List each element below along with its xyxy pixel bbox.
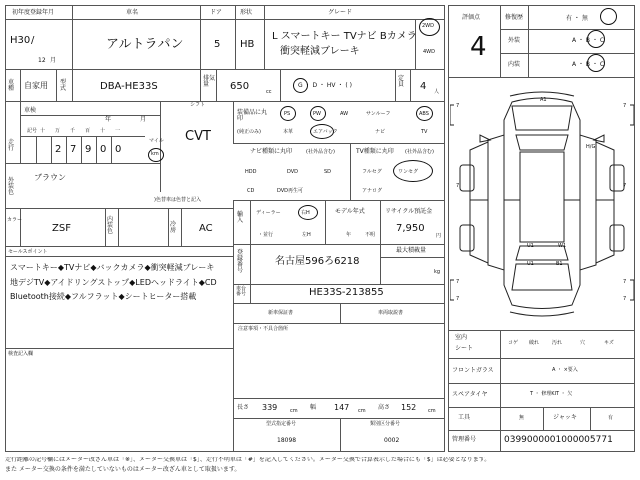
- diag-side-4: 7: [623, 183, 627, 189]
- navi-cd: CD: [247, 188, 255, 194]
- sales-line-3: Bluetooth接続◆フルフラット◆シートヒーター搭載: [10, 292, 197, 301]
- new-warranty-label: 新車保証書: [268, 310, 294, 316]
- shape-value: HB: [240, 39, 255, 50]
- capacity-value: 4: [420, 81, 427, 92]
- import-left: 左H: [302, 232, 311, 238]
- color-code-value: ZSF: [52, 223, 71, 234]
- seat-stain: 汚れ: [552, 340, 563, 346]
- import-parallel: ・並行: [258, 232, 274, 238]
- inspector-label: 検査記入欄: [8, 351, 34, 357]
- diag-side-6: 7: [623, 279, 627, 285]
- length-value: 339: [262, 403, 278, 412]
- interior-grade-options: A ・ B ・ C: [572, 61, 605, 68]
- displacement-label: 排気量: [203, 75, 216, 88]
- ac-label: 冷房: [170, 221, 177, 234]
- km-label: km: [151, 151, 159, 157]
- model-label: 型式: [60, 79, 67, 92]
- tv-fullseg: フルセグ: [362, 169, 382, 175]
- exterior-grade-label: 外装: [508, 37, 521, 44]
- shift-value: CVT: [185, 129, 211, 144]
- equip-leather: 本革: [283, 129, 294, 135]
- recycle-value: 7,950: [396, 223, 425, 234]
- seat-label-1: 室内: [455, 334, 468, 341]
- mileage-place-label: 十: [40, 128, 46, 134]
- equip-sunroof: サンルーフ: [366, 111, 391, 117]
- score-label: 評価点: [462, 14, 481, 21]
- first-reg-label: 初年度登録年月: [12, 9, 55, 16]
- shift-label: シフト: [190, 102, 206, 108]
- mileage-digit: 2: [55, 144, 62, 155]
- grade-label: グレード: [328, 9, 353, 16]
- diag-mark-w1: W1: [558, 243, 567, 249]
- length-unit: cm: [290, 408, 298, 414]
- car-name: アルトラパン: [106, 37, 184, 52]
- tools-value: 無: [519, 415, 525, 421]
- equipment-sub-label: (純正のみ): [237, 129, 261, 135]
- exterior-color-value: ブラウン: [34, 173, 66, 182]
- interior-b-circle: [587, 54, 605, 72]
- height-unit: cm: [428, 408, 436, 414]
- mileage-digit: 0: [100, 144, 107, 155]
- load-label: 最大積載量: [396, 247, 427, 254]
- tv-types-note: (社外品含む): [405, 149, 434, 155]
- mileage-digit: 9: [85, 144, 92, 155]
- mileage-place-label: 十: [100, 128, 106, 134]
- form-frame: [5, 5, 445, 452]
- grade-line-2: 衝突軽減ブレーキ: [280, 46, 360, 57]
- import-dealer: ディーラー: [256, 210, 281, 216]
- mileage-label: 走行: [8, 139, 15, 152]
- mileage-digit: 7: [70, 144, 77, 155]
- tools-label: 工具: [458, 414, 471, 421]
- diag-side-8: 7: [623, 296, 627, 302]
- exterior-color-label: 外装色: [8, 177, 15, 196]
- repair-label: 修復歴: [505, 14, 524, 21]
- mile-label: マイル: [149, 138, 164, 144]
- footer-line-1: 走行距離の記号欄にはメーター改ざん車は「※」、メーター交換車は「$」、走行不明車は「#」を記入してください。メーター交換で合算表示した場合にも「$」は必要となります。: [5, 457, 491, 463]
- four-wd: 4WD: [423, 49, 435, 55]
- diag-side-1: 7: [456, 103, 460, 109]
- displacement-value: 650: [230, 81, 250, 92]
- management-label: 管理番号: [452, 436, 477, 443]
- exterior-color-note: )色替車は色替と記入: [154, 197, 201, 203]
- doors-label: ドア: [210, 9, 222, 16]
- first-reg-month: 12: [38, 57, 46, 64]
- spare-tire-value: T ・ 修理KIT ・ 欠: [530, 391, 573, 397]
- fuel-options: G ・ D ・ HV ・ ( ): [298, 82, 352, 89]
- diag-side-5: 7: [456, 279, 460, 285]
- diag-mark-hg: H/G: [586, 144, 596, 150]
- manual-label: 車両取説書: [378, 310, 404, 316]
- model-year-unit: 年: [346, 232, 352, 238]
- navi-types-label: ナビ種類に丸印: [250, 148, 293, 155]
- equip-airbag: エアバック: [313, 129, 338, 135]
- navi-hdd: HDD: [245, 169, 257, 175]
- model-year-label: モデル年式: [335, 208, 365, 215]
- color-code-label: カラー: [7, 217, 23, 223]
- car-name-label: 車名: [126, 9, 139, 16]
- reg-number-label: 登録番号: [237, 249, 244, 274]
- chassis-label: 車台番号: [236, 286, 247, 297]
- type-designation-value: 18098: [277, 437, 297, 444]
- plate-label: 車種: [8, 79, 15, 92]
- navi-types-note: (社外品含む): [306, 149, 335, 155]
- sales-point-label: セールスポイント: [8, 249, 48, 255]
- recycle-unit: 円: [436, 233, 442, 239]
- sales-line-2: 地デジTV◆アイドリングストップ◆LEDヘッドライト◆CD: [10, 278, 217, 287]
- chassis-value: HE33S-213855: [309, 287, 384, 298]
- class-value: 0002: [384, 437, 400, 444]
- ac-value: AC: [199, 223, 213, 234]
- capacity-unit: 人: [434, 89, 440, 95]
- use-value: 自家用: [24, 81, 48, 90]
- seat-burn: コゲ: [508, 340, 519, 346]
- height-label: 高さ: [378, 404, 391, 411]
- load-unit: kg: [434, 269, 441, 275]
- equip-ps: PS: [284, 111, 291, 117]
- inspection-year-unit: 年: [105, 116, 112, 123]
- inspection-label: 車検: [24, 107, 37, 114]
- seat-tear: 破れ: [529, 340, 540, 346]
- diag-side-7: 7: [456, 296, 460, 302]
- mileage-digit: 0: [115, 144, 122, 155]
- repair-none-circle: [600, 8, 617, 25]
- diag-mark-b1: B1: [556, 261, 563, 267]
- exterior-b-circle: [587, 30, 605, 48]
- windshield-label: フロントガラス: [452, 367, 494, 374]
- equip-aw: AW: [340, 111, 349, 117]
- spare-tire-label: スペアタイヤ: [452, 391, 488, 398]
- height-value: 152: [401, 403, 417, 412]
- footer-line-2: また メーター交換の条件を満たしていないものはメーター改ざん車として取扱います。: [5, 466, 241, 473]
- diag-side-2: 7: [623, 103, 627, 109]
- doors-value: 5: [214, 39, 221, 50]
- mileage-place-label: 千: [70, 128, 76, 134]
- interior-grade-label: 内装: [508, 61, 521, 68]
- jack-value: 有: [608, 415, 614, 421]
- seat-label-2: シート: [455, 345, 474, 352]
- reg-number-value: 名古屋596ろ6218: [275, 256, 360, 267]
- grade-line-1: L スマートキー TVナビ Bカメラ: [272, 31, 417, 42]
- interior-color-label: 内装色: [107, 216, 114, 235]
- mileage-place-label: 万: [55, 128, 61, 134]
- capacity-label: 定員: [398, 75, 405, 88]
- shape-label: 形状: [240, 9, 253, 16]
- tv-analog: アナログ: [362, 188, 383, 194]
- navi-dvd: DVD: [287, 169, 299, 175]
- equip-tv: TV: [421, 129, 428, 135]
- import-label: 輸入: [237, 211, 244, 224]
- management-value: 0399000001000005771: [504, 435, 613, 445]
- navi-sd: SD: [324, 169, 332, 175]
- seat-hole: 穴: [580, 340, 586, 346]
- exterior-grade-options: A ・ B ・ C: [572, 37, 605, 44]
- model-value: DBA-HE33S: [100, 81, 158, 92]
- displacement-unit: cc: [266, 89, 272, 95]
- recycle-label: リサイクル預託金: [385, 208, 433, 215]
- type-designation-label: 型式指定番号: [266, 421, 297, 427]
- first-reg-month-unit: 月: [50, 57, 57, 64]
- diag-mark-u1-right: U1: [527, 261, 534, 267]
- equip-abs: ABS: [419, 111, 429, 117]
- width-value: 147: [334, 403, 350, 412]
- repair-options: 有 ・ 無: [566, 15, 588, 22]
- seat-scratch: キズ: [604, 340, 614, 346]
- tv-oneseg: ワンセグ: [398, 169, 419, 175]
- diag-side-3: 7: [456, 183, 460, 189]
- mileage-place-label: 一: [115, 128, 121, 134]
- tv-types-label: TV種類に丸印: [356, 148, 394, 155]
- width-unit: cm: [358, 408, 366, 414]
- mileage-place-label: 百: [85, 128, 91, 134]
- equip-navi: ナビ: [375, 129, 386, 135]
- windshield-value: A ・ ×要入: [552, 367, 578, 373]
- inspection-month-unit: 月: [140, 116, 147, 123]
- jack-label: ジャッキ: [553, 414, 577, 421]
- model-year-unknown: 不明: [365, 232, 376, 238]
- length-label: 長さ: [237, 404, 250, 411]
- diag-mark-a1: A1: [540, 97, 547, 103]
- notes-label: 注意事項・不具合箇所: [238, 326, 289, 332]
- car-damage-diagram: [450, 80, 634, 325]
- score-value: 4: [470, 32, 487, 62]
- sales-line-1: スマートキー◆TVナビ◆バックカメラ◆衝突軽減ブレーキ: [10, 263, 215, 272]
- width-label: 幅: [310, 404, 317, 411]
- diag-mark-u1-left: U1: [527, 243, 534, 249]
- import-right: 右H: [301, 210, 310, 216]
- equip-pw: PW: [313, 111, 321, 117]
- class-label: 類別区分番号: [370, 421, 401, 427]
- first-reg-slash: /: [31, 35, 35, 46]
- equipment-label: 装備品に丸印: [237, 109, 268, 122]
- navi-dvd-play: DVD再生可: [277, 188, 304, 194]
- mileage-record-label: 記号: [27, 128, 38, 134]
- first-reg-year: H30: [10, 35, 31, 46]
- two-wd: 2WD: [422, 23, 434, 29]
